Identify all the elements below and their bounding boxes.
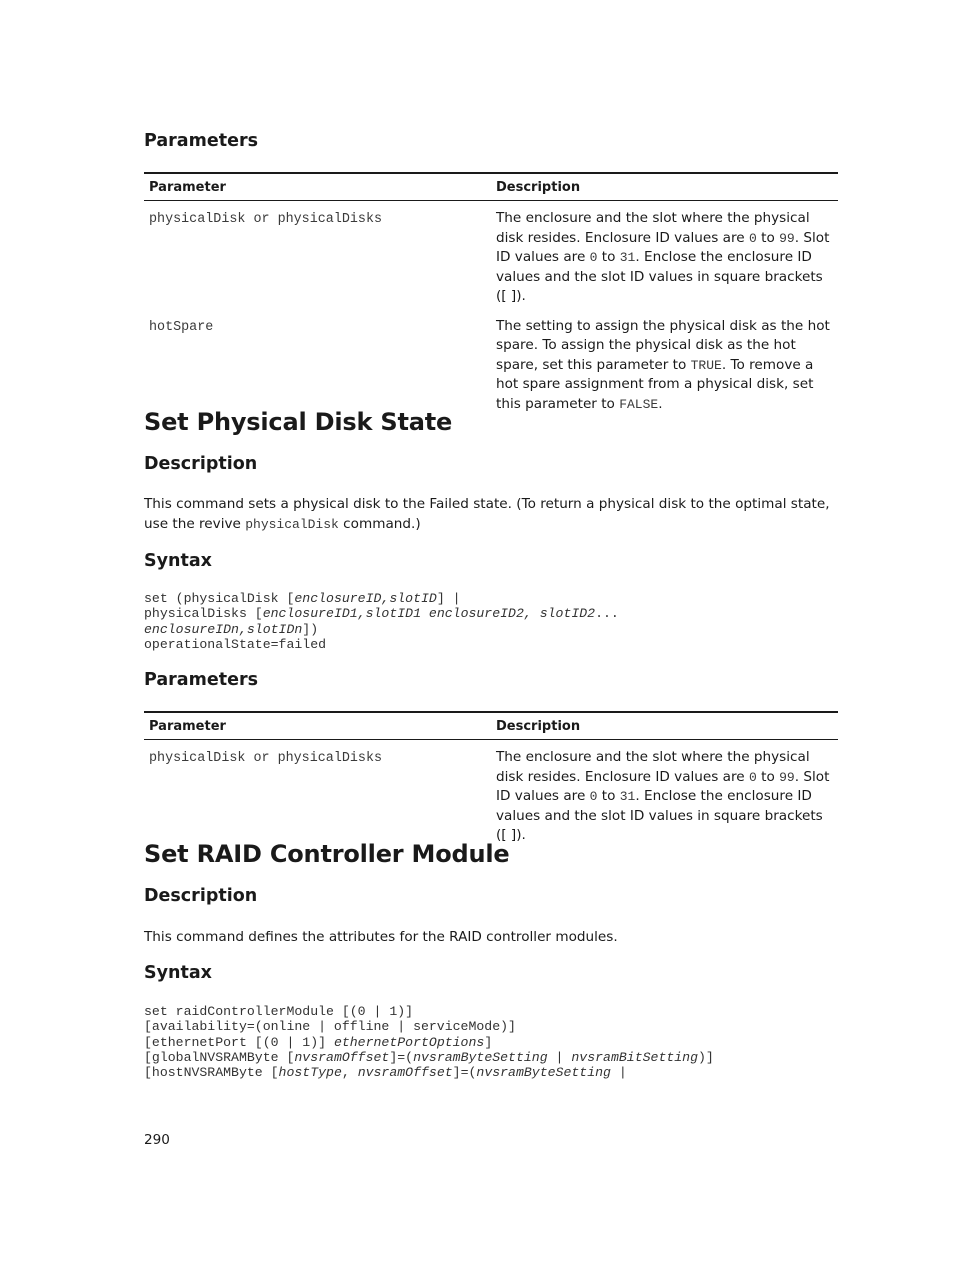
syntax-heading: Syntax — [144, 551, 212, 571]
table-header-row — [144, 173, 838, 201]
parameters-heading: Parameters — [144, 670, 258, 690]
column-header-description: Description — [496, 712, 838, 740]
description-heading: Description — [144, 454, 258, 474]
parameter-description: The setting to assign the physical disk as the hot spare. To assign the physical disk as the hot spare, set this parameter to TRUE. To remove a hot spare assignment from a physical disk, set this parameter to FALSE. — [496, 317, 830, 412]
description-text: This command defines the attributes for the RAID controller modules. — [144, 929, 618, 945]
parameters-table — [144, 172, 838, 416]
table-row — [144, 201, 838, 309]
parameter-name: physicalDisk or physicalDisks — [149, 212, 383, 227]
parameters-heading: Parameters — [144, 131, 258, 151]
syntax-code-block: set raidControllerModule [(0 | 1)] [availability=(online | offline | serviceMode)] [ethernetPort [(0 | 1)] ethernetPortOptions] [globalNVSRAMByte [nvsramOffset]=(nvsramByteSetting | nvsramBitSetting)] [hostNVSRAMByte [hostType, nvsramOffset]=(nvsramByteSetting | — [144, 1004, 714, 1081]
parameters-table — [144, 711, 838, 848]
section-title-set-physical-disk-state: Set Physical Disk State — [144, 408, 453, 436]
table-row — [144, 740, 838, 848]
parameter-description: The enclosure and the slot where the physical disk resides. Enclosure ID values are 0 to 99. Slot ID values are 0 to 31. Enclose the enclosure ID values and the slot ID values in square brackets ([ ]). — [496, 749, 830, 843]
description-heading: Description — [144, 886, 258, 906]
table-header-row — [144, 712, 838, 740]
column-header-parameter: Parameter — [144, 712, 496, 740]
table-row — [144, 309, 838, 417]
parameter-name: physicalDisk or physicalDisks — [149, 751, 383, 766]
column-header-description: Description — [496, 173, 838, 201]
syntax-code-block: set (physicalDisk [enclosureID,slotID] | physicalDisks [enclosureID1,slotID1 enclosureID2, slotID2... enclosureIDn,slotIDn]) operationalState=failed — [144, 591, 619, 652]
description-text: This command sets a physical disk to the Failed state. (To return a physical disk to the optimal state, use the revive physicalDisk command.) — [144, 496, 830, 532]
section-title-set-raid-controller-module: Set RAID Controller Module — [144, 840, 510, 868]
page-number: 290 — [144, 1132, 170, 1148]
parameter-description: The enclosure and the slot where the physical disk resides. Enclosure ID values are 0 to 99. Slot ID values are 0 to 31. Enclose the enclosure ID values and the slot ID values in square brackets ([ ]). — [496, 210, 830, 304]
syntax-heading: Syntax — [144, 963, 212, 983]
parameter-name: hotSpare — [149, 319, 214, 335]
column-header-parameter: Parameter — [144, 173, 496, 201]
